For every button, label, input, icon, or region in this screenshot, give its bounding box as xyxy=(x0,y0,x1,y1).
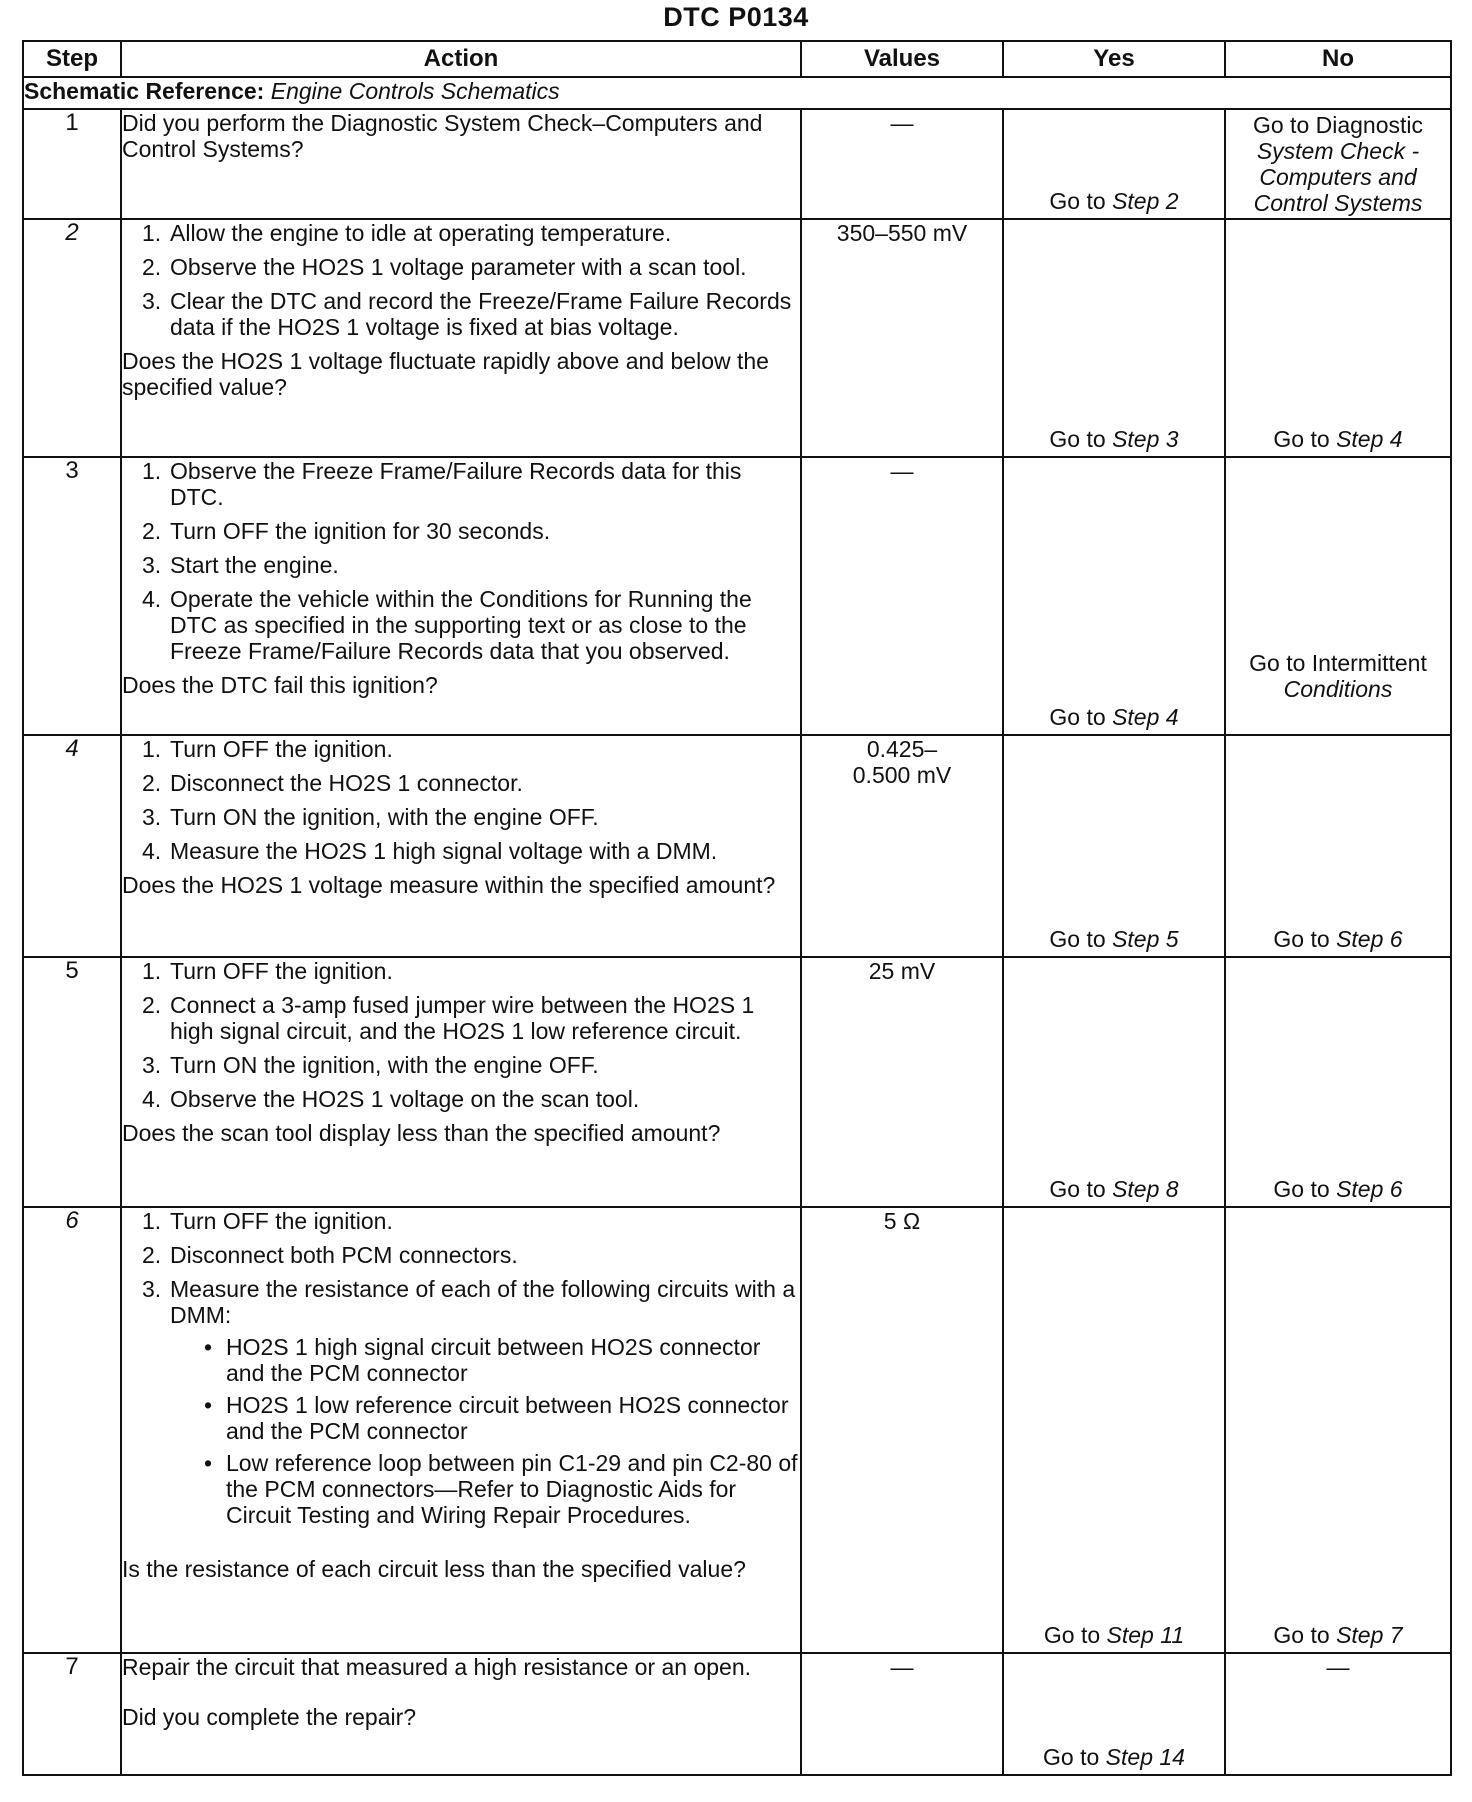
action-steps xyxy=(122,736,800,864)
action-step: 3. Measure the resistance of each of the following circuits with a DMM: • HO2S 1 high signal circuit between HO2S connector and the PCM connector • HO2S 1 low reference circuit between HO2S connector and the PCM connector • Low reference loop between pin C1-29 and pin C2-80 of the PCM connectors—Refer to Diagnostic Aids for Circuit Testing and Wiring Repair Procedures. xyxy=(142,1276,800,1528)
header-values: Values xyxy=(801,41,1003,77)
action-question: Does the HO2S 1 voltage fluctuate rapidly above and below the specified value? xyxy=(122,348,769,400)
yes-goto: Go to Step 3 xyxy=(1049,426,1179,452)
yes-cell xyxy=(1003,1207,1225,1653)
yes-goto: Go to Step 11 xyxy=(1043,1622,1185,1648)
action-step: 1. Turn OFF the ignition. xyxy=(142,958,393,984)
action-question: Did you complete the repair? xyxy=(122,1704,417,1730)
action-steps xyxy=(122,458,800,664)
step-number: 6 xyxy=(23,1207,121,1653)
schematic-row xyxy=(23,77,1451,109)
table-row xyxy=(23,735,1451,957)
action-step: 2. Turn OFF the ignition for 30 seconds. xyxy=(142,518,551,544)
action-step: 1. Turn OFF the ignition. xyxy=(142,1208,393,1234)
action-question: Is the resistance of each circuit less than the specified value? xyxy=(122,1556,746,1582)
no-goto xyxy=(1226,648,1450,704)
action-cell xyxy=(121,1207,801,1653)
yes-cell xyxy=(1003,219,1225,457)
yes-cell xyxy=(1003,957,1225,1207)
values-text: — xyxy=(890,1654,914,1680)
table-row xyxy=(23,457,1451,735)
no-cell xyxy=(1225,219,1451,457)
action-step: 3. Clear the DTC and record the Freeze/Frame Failure Records data if the HO2S 1 voltage is fixed at bias voltage. xyxy=(142,288,792,340)
no-line: Computers and xyxy=(1259,164,1417,190)
no-goto: Go to Step 7 xyxy=(1273,1622,1403,1648)
step-number: 5 xyxy=(23,957,121,1207)
action-cell xyxy=(121,957,801,1207)
table-row xyxy=(23,109,1451,219)
header-no: No xyxy=(1225,41,1451,77)
values-cell xyxy=(801,735,1003,957)
action-cell xyxy=(121,735,801,957)
values-cell xyxy=(801,457,1003,735)
goto-target: Step 2 xyxy=(1112,188,1179,214)
values-text: 0.500 mV xyxy=(852,762,952,788)
diagnostic-table xyxy=(22,40,1452,1776)
values-cell xyxy=(801,1653,1003,1775)
action-step: 4. Measure the HO2S 1 high signal voltage with a DMM. xyxy=(142,838,718,864)
yes-goto: Go to Step 8 xyxy=(1049,1176,1179,1202)
schematic-label: Schematic Reference: xyxy=(24,78,265,104)
values-text: — xyxy=(890,110,914,136)
no-line: Go to Intermittent xyxy=(1249,650,1427,676)
action-text: Did you perform the Diagnostic System Check–Computers and Control Systems? xyxy=(122,110,763,162)
no-cell xyxy=(1225,109,1451,219)
action-step: 2. Disconnect the HO2S 1 connector. xyxy=(142,770,523,796)
action-step: 2. Disconnect both PCM connectors. xyxy=(142,1242,518,1268)
schematic-reference xyxy=(23,77,1451,109)
values-cell xyxy=(801,957,1003,1207)
table-row xyxy=(23,1207,1451,1653)
action-steps xyxy=(122,958,800,1112)
action-bullet: • HO2S 1 high signal circuit between HO2S connector and the PCM connector xyxy=(204,1334,761,1386)
no-line: System Check - xyxy=(1256,138,1420,164)
no-goto: Go to Step 4 xyxy=(1273,426,1403,452)
action-step: 1. Allow the engine to idle at operating temperature. xyxy=(142,220,672,246)
action-bullet: • Low reference loop between pin C1-29 and pin C2-80 of the PCM connectors—Refer to Diagnostic Aids for Circuit Testing and Wiring Repair Procedures. xyxy=(204,1450,798,1528)
yes-goto xyxy=(1004,188,1224,214)
no-line: Conditions xyxy=(1283,676,1393,702)
no-goto: Go to Step 6 xyxy=(1273,926,1403,952)
yes-cell xyxy=(1003,109,1225,219)
yes-cell xyxy=(1003,457,1225,735)
action-question: Does the HO2S 1 voltage measure within the specified amount? xyxy=(122,872,776,898)
action-cell xyxy=(121,1653,801,1775)
action-step: 2. Connect a 3-amp fused jumper wire between the HO2S 1 high signal circuit, and the HO2S 1 low reference circuit. xyxy=(142,992,755,1044)
step-number: 2 xyxy=(23,219,121,457)
values-text: — xyxy=(890,458,914,484)
yes-goto: Go to Step 14 xyxy=(1043,1744,1185,1770)
action-cell xyxy=(121,109,801,219)
action-step: 3. Start the engine. xyxy=(142,552,339,578)
values-text: 25 mV xyxy=(868,958,936,984)
yes-goto: Go to Step 4 xyxy=(1049,704,1179,730)
action-steps xyxy=(122,220,800,340)
no-goto: Go to Step 6 xyxy=(1273,1176,1403,1202)
yes-goto: Go to Step 5 xyxy=(1049,926,1179,952)
table-row xyxy=(23,1653,1451,1775)
action-question: Does the DTC fail this ignition? xyxy=(122,672,438,698)
header-yes: Yes xyxy=(1003,41,1225,77)
no-cell xyxy=(1225,1207,1451,1653)
no-goto xyxy=(1226,110,1450,218)
action-bullets xyxy=(170,1334,800,1528)
values-text: 350–550 mV xyxy=(836,220,968,246)
yes-cell xyxy=(1003,1653,1225,1775)
header-step: Step xyxy=(23,41,121,77)
no-line: Go to Diagnostic xyxy=(1252,112,1424,138)
action-step: 3. Turn ON the ignition, with the engine OFF. xyxy=(142,804,599,830)
goto-prefix: Go to xyxy=(1049,188,1106,214)
action-step: 1. Observe the Freeze Frame/Failure Records data for this DTC. xyxy=(142,458,742,510)
no-cell xyxy=(1225,457,1451,735)
no-cell xyxy=(1225,735,1451,957)
action-question: Does the scan tool display less than the specified amount? xyxy=(122,1120,721,1146)
no-cell xyxy=(1225,957,1451,1207)
action-step: 4. Observe the HO2S 1 voltage on the scan tool. xyxy=(142,1086,640,1112)
action-step: 1. Turn OFF the ignition. xyxy=(142,736,393,762)
action-steps xyxy=(122,1208,800,1528)
step-number: 3 xyxy=(23,457,121,735)
step-number: 4 xyxy=(23,735,121,957)
values-cell xyxy=(801,1207,1003,1653)
document-title: DTC P0134 xyxy=(663,2,809,32)
yes-cell xyxy=(1003,735,1225,957)
step-number: 1 xyxy=(23,109,121,219)
values-cell xyxy=(801,219,1003,457)
table-header-row xyxy=(23,41,1451,77)
step-number: 7 xyxy=(23,1653,121,1775)
action-cell xyxy=(121,219,801,457)
action-bullet: • HO2S 1 low reference circuit between HO2S connector and the PCM connector xyxy=(204,1392,789,1444)
values-cell xyxy=(801,109,1003,219)
action-step: 3. Turn ON the ignition, with the engine OFF. xyxy=(142,1052,599,1078)
header-action: Action xyxy=(121,41,801,77)
table-row xyxy=(23,219,1451,457)
table-row xyxy=(23,957,1451,1207)
values-text: 0.425– xyxy=(866,736,938,762)
action-cell xyxy=(121,457,801,735)
no-line: Control Systems xyxy=(1253,190,1423,216)
action-step: 4. Operate the vehicle within the Conditions for Running the DTC as specified in the supporting text or as close to the Freeze Frame/Failure Records data that you observed. xyxy=(142,586,752,664)
no-cell xyxy=(1225,1653,1451,1775)
action-step: 2. Observe the HO2S 1 voltage parameter with a scan tool. xyxy=(142,254,747,280)
no-text: — xyxy=(1326,1654,1350,1680)
action-text: Repair the circuit that measured a high resistance or an open. xyxy=(122,1654,752,1680)
values-text: 5 Ω xyxy=(883,1208,921,1234)
schematic-value: Engine Controls Schematics xyxy=(270,78,560,104)
